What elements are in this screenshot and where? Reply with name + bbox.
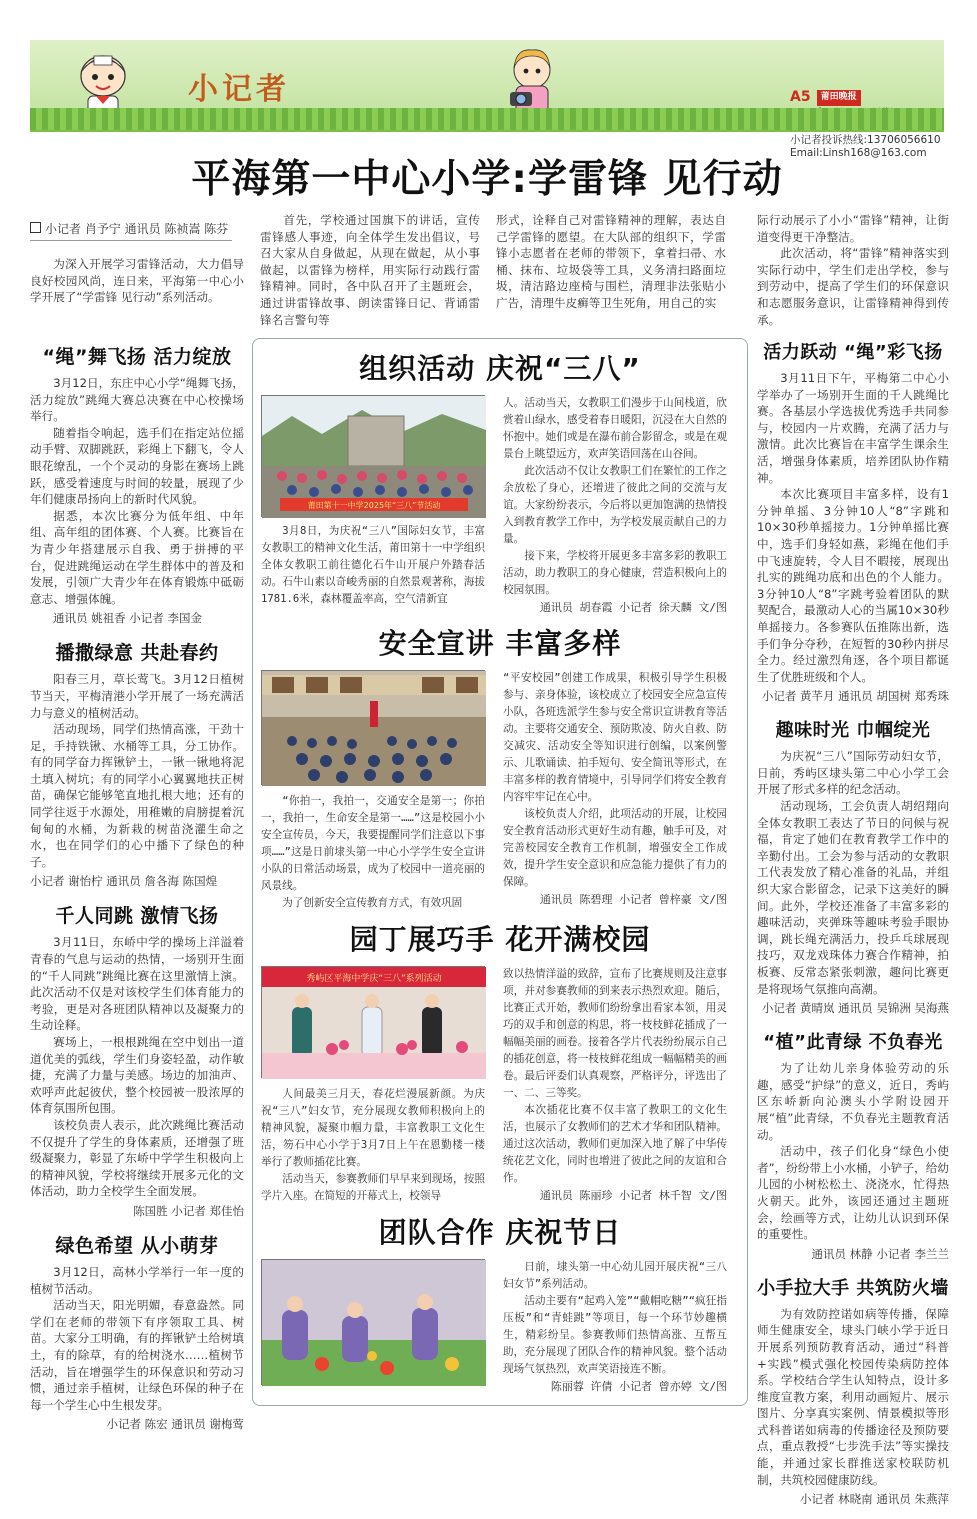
article-title: 趣味时光 巾帼绽光 xyxy=(775,720,931,742)
article-title: 播撒绿意 共赴春约 xyxy=(55,642,219,665)
feature-box xyxy=(252,338,748,1406)
article-title: “植”此青绿 不负春光 xyxy=(763,1032,943,1054)
feature-title: 园丁展巧手 花开满校园 xyxy=(349,923,651,956)
feature-credit: 通讯员 胡春霞 小记者 徐天麟 文/图 xyxy=(539,601,727,614)
article-body: 3月12日，东庄中心小学“绳舞飞扬，活力绽放”跳绳大赛总决赛在中心校操场举行。 随着指令响起，选手们在指定站位摇动手臂、双脚跳跃，彩绳上下翻飞，令人眼花缭乱，一个个灵动的身影在赛场上跳跃，感受着速度与时间的较量，展现了少年们健康昂扬向上的新时代风貌。 据悉，本次比赛分为低年组、中年组、高年组的团体赛、个人赛。比赛旨在为青少年搭建展示自我、勇于拼搏的平台，促进跳绳运动在学生群体中的普及和发展，引领广大青少年在体育锻炼中砥砺意志、增强体魄。 xyxy=(30,376,244,606)
page-headline: 平海第一中心小学:学雷锋 见行动 xyxy=(191,157,783,202)
article-left-3 xyxy=(30,901,244,1219)
byline-divider xyxy=(30,240,232,241)
article-body: 为有效防控诺如病等传播，保障师生健康安全，埭头门峡小学于近日开展系列预防教育活动，通过“科普+实践”模式强化校园传染病防控体系。学校结合学生认知特点，设计多维度宣教方案，利用动画短片、展示图片、分享真实案例、情景模拟等形式科普诺如病毒的传播途径及预防要点，重点教授“七步洗手法”等实操技能，并通过家长群推送家校联防机制，共筑校园健康防线。 xyxy=(757,1306,949,1487)
article-title: 小手拉大手 共筑防火墙 xyxy=(757,1277,949,1299)
article-credit: 通讯员 姚祖香 小记者 李国金 xyxy=(53,611,202,626)
column-logo: 小记者 xyxy=(188,72,290,107)
article-left-1 xyxy=(30,342,244,626)
feature-body-col1: 3月8日，为庆祝“三八”国际妇女节，丰富女教职工的精神文化生活，莆田第十一中学组织全体女教职工前往德化石牛山开展户外踏春活动。石牛山素以奇峻秀丽的自然景观著称，海拔1781.6米，森林覆盖率高，空气清新宜 xyxy=(261,525,485,605)
article-credit: 通讯员 林静 小记者 李兰兰 xyxy=(811,1246,949,1261)
group-photo xyxy=(261,395,485,517)
article-left-2 xyxy=(30,638,244,889)
kindergarten-game-photo xyxy=(261,1259,485,1385)
grass-decoration xyxy=(30,108,944,130)
article-body: 为了让幼儿亲身体验劳动的乐趣，感受“护绿”的意义，近日，秀屿区东峤新向沁澳头小学附设园开展“植”此青绿，不负春光主题教育活动。 活动中，孩子们化身“绿色小使者”，纷纷带上小水桶，小铲子，给幼儿园的小树松松土、浇浇水，忙得热火朝天。此外，该园还通过主题班会，绘画等方式，让幼儿认识到环保的重要性。 xyxy=(757,1061,949,1242)
article-title: 活力跃动 “绳”彩飞扬 xyxy=(763,342,943,363)
feature-title: 安全宣讲 丰富多样 xyxy=(378,627,622,660)
article-credit: 小记者 黄晴岚 通讯员 吴锦洲 吴海燕 xyxy=(761,1001,949,1016)
article-right-3 xyxy=(757,1028,949,1262)
article-body: 为庆祝“三八”国际劳动妇女节，日前，秀屿区埭头第二中心小学工会开展了形式多样的纪念活动。 活动现场，工会负责人胡绍翔向全体女教职工表达了节日的问候与祝福，肯定了她们在教育教学工作中的辛勤付出。工会为参与活动的女教职工代表发放了精心准备的礼品，并组织大家合影留念，记录下这美好的瞬间。此外，学校还准备了丰富多彩的趣味活动，夹弹珠等趣味考验手眼协调，跳长绳充满活力，投乒乓球展现技巧，双龙戏珠体力赛合作精神，拍板赛、反常态紧张刺激，趣问比赛更是将现场气氛推向高潮。 xyxy=(757,749,949,996)
article-left-4 xyxy=(30,1231,244,1432)
lead-col-2: 形式，诠释自己对雷锋精神的理解，表达自己学雷锋的愿望。在大队部的组织下，学雷锋小志愿者在老师的带领下，拿着扫帚、水桶、抹布、垃圾袋等工具，义务清扫路面垃圾，清洁路边座椅与围栏，清理非法张贴小广告，清理牛皮癣等卫生死角，用自己的实 xyxy=(496,213,726,310)
article-right-1 xyxy=(757,338,949,704)
article-body: 3月11日，东峤中学的操场上洋溢着青春的气息与运动的热情，一场别开生面的“千人同跳”跳绳比赛在这里激情上演。此次活动不仅是对该校学生们体育能力的考验，更是对各班团队精神以及凝聚力的生动诠释。 赛场上，一根根跳绳在空中划出一道道优美的弧线，学生们身姿轻盈，动作敏捷，充满了力量与美感。场边的加油声、欢呼声此起彼伏，整个校园被一股浓厚的体育氛围所包围。 该校负责人表示，此次跳绳比赛活动不仅提升了学生的身体素质，还增强了班级凝聚力，彰显了东峤中学学生积极向上的精神风貌，学校将继续开展多元化的文体活动，助力全校学生全面发展。 xyxy=(30,935,244,1199)
email: Email:Linsh168@163.com xyxy=(790,147,927,159)
feature-body-col2: “平安校园”创建工作成果，积极引导学生积极参与、亲身体验，该校成立了校园安全应急宣传小队，各班选派学生参与安全常识宣讲教育等活动。主要将交通安全、预防欺凌、防火自救、防交减灾、活动安全等知识进行创编，以案例警示、儿歌诵读、拍手短句、安全简讯等形式，在丰富多样的教育情境中，引导同学们将安全教育内容牢牢记在心中。 该校负责人介绍，此项活动的开展，让校园安全教育活动形式更好生动有趣，触手可及，对完善校园安全教育工作机制，增强安全工作成效，提升学生安全意识和应急能力提供了有力的保障。 通讯员 陈碧理 小记者 曾梓豪 文/图 xyxy=(503,672,727,906)
feature-credit: 陈丽蓉 许倩 小记者 曾亦婷 文/图 xyxy=(550,1380,727,1393)
masthead-banner xyxy=(30,40,944,159)
paper-name-logo: 莆田晚报 xyxy=(817,90,861,106)
feature-title: 团队合作 庆祝节日 xyxy=(378,1216,622,1249)
safety-talk-photo xyxy=(261,670,485,785)
right-column xyxy=(757,338,949,1519)
flower-arranging-photo xyxy=(261,966,485,1078)
feature-section-2 xyxy=(261,670,739,912)
article-title: “绳”舞飞扬 活力绽放 xyxy=(42,346,232,368)
page-number: A5 xyxy=(790,89,811,105)
feature-body-col1: 人间最美三月天，春花烂漫展新颜。为庆祝“三八”妇女节，充分展现女教师积极向上的精神风貌，凝聚巾帼力量，丰富教职工文化生活，笏石中心小学于3月7日上午在恩勤楼一楼举行了教师插花比赛。 活动当天，参赛教师们早早来到现场，按照学片入座。在简短的开幕式上，校领导 xyxy=(261,1088,485,1202)
hotline: 小记者投诉热线:13706056610 xyxy=(790,133,941,146)
article-credit: 小记者 陈宏 通讯员 谢梅莺 xyxy=(106,1417,244,1432)
feature-section-3 xyxy=(261,966,739,1205)
feature-body-col2: 致以热情洋溢的致辞，宣布了比赛规则及注意事项，并对参赛教师的到来表示热烈欢迎。随后，比赛正式开始，教师们纷纷拿出看家本领，用灵巧的双手和创意的构思，将一枝枝鲜花插成了一幅幅美丽的画卷。接着各学片代表纷纷展示自己的插花创意，将一枝枝鲜花组成一幅幅精美的画卷。最后评委们认真观察，严格评分，评选出了一、二、三等奖。 本次插花比赛不仅丰富了教职工的文化生活，也展示了女教师们的艺术才华和团队精神。通过这次活动，教师们更加深入地了解了中华传统花艺文化，同时也增进了彼此之间的友谊和合作。 通讯员 陈丽珍 小记者 林千智 文/图 xyxy=(503,968,727,1202)
feature-credit: 通讯员 陈碧理 小记者 曾梓豪 文/图 xyxy=(539,893,727,906)
article-body: 3月11日下午，平梅第二中心小学举办了一场别开生面的千人跳绳比赛。各基层小学选拔优秀选手共同参与，校园内一片欢腾，充满了活力与激情。此次比赛旨在丰富学生课余生活，增强身体素质，培养团队协作精神。 本次比赛项目丰富多样，设有1分钟单摇、3分钟10人“8”字跳和10×30秒单摇接力。1分钟单摇比赛中，选手们身轻如燕，彩绳在他们手中飞速旋转，令人目不暇接，展现出扎实的跳绳功底和出色的个人能力。3分钟10人“8”字跳考验着团队的默契配合，最激动人心的当属10×30秒单摇接力。各参赛队伍推陈出新，选手们争分夺秒，在短暂的30秒内拼尽全力。经过激烈角逐，各个项目都诞生了优胜班级和个人。 xyxy=(757,371,949,684)
article-body: 3月12日，高林小学举行一年一度的植树节活动。 活动当天，阳光明媚，春意盎然。同学们在老师的带领下有序领取工具、树苗。大家分工明确，有的挥锹铲土给树填土，有的除草，有的给树浇水……植树节活动，旨在增强学生的环保意识和劳动习惯，通过亲手植树，让绿色环保的种子在每一个学生心中生根发芽。 xyxy=(30,1264,244,1412)
lead-intro: 为深入开展学习雷锋活动，大力倡导良好校园风尚，连日来，平海第一中心小学开展了“学雷锋 见行动”系列活动。 xyxy=(30,257,244,305)
feature-body-col2: 日前，埭头第一中心幼儿园开展庆祝“三八妇女节”系列活动。 活动主要有“起鸡入笼”“戴帽吃糖”“疯狂指压板”和“青蛙跳”等项目，每一个环节妙趣横生，精彩纷呈。参赛教师们热情高涨、互帮互助，充分展现了团队合作的精神风貌。整个活动现场气氛热烈，欢声笑语接连不断。 陈丽蓉 许倩 小记者 曾亦婷 文/图 xyxy=(503,1261,727,1393)
feature-section-4 xyxy=(261,1259,739,1395)
feature-body-col1: “你拍一，我拍一，交通安全是第一；你拍一，我拍一，生命安全是第一……”这是校园小小安全宣传员，今天，我要提醒同学们注意以下事项……”这是日前埭头第一中心小学学生安全宣讲小队的日常活动场景，成为了校园中一道亮丽的风景线。 为了创新安全宣传教育方式，有效巩固 xyxy=(261,795,485,909)
left-column xyxy=(30,342,244,1444)
feature-credit: 通讯员 陈丽珍 小记者 林千智 文/图 xyxy=(539,1189,727,1202)
article-credit: 陈国胜 小记者 郑佳怡 xyxy=(133,1203,244,1218)
article-title: 千人同跳 激情飞扬 xyxy=(55,905,219,928)
photo-banner-text: 秀屿区平海中学庆“三八”系列活动 xyxy=(306,974,442,984)
lead-col-3: 际行动展示了小小“雷锋”精神，让街道变得更干净整洁。 此次活动，将“雷锋”精神落实到实际行动中，学生们走出学校，参与到劳动中，提高了学生们的环保意识和志愿服务意识，让雷锋精神得到传承。 xyxy=(757,213,949,327)
photo-banner-text: 莆田第十一中学2025年“三八”节活动 xyxy=(307,501,441,510)
lead-col-1: 首先，学校通过国旗下的讲话，宣传雷锋感人事迹，向全体学生发出倡议，号召大家从自身做起，从现在做起，从小事做起，以雷锋为榜样，用实际行动践行雷锋精神。同时，各中队召开了主题班会，通过讲雷锋故事、朗读雷锋日记、背诵雷锋名言警句等 xyxy=(260,213,480,327)
feature-body-col2: 人。活动当天，女教职工们漫步于山间栈道，欣赏着山绿水，感受着春日暖阳，沉浸在大自然的怀抱中。她们或是在瀑布前合影留念，或是在观景台上眺望远方，欢声笑语回荡在山谷间。 此次活动不仅让女教职工们在繁忙的工作之余放松了身心，还增进了彼此之间的交流与友谊。大家纷纷表示，今后将以更加饱满的热情投入到教育教学工作中，为学校发展贡献自己的力量。 接下来，学校将开展更多丰富多彩的教职工活动，助力教职工的身心健康，营造积极向上的校园氛围。 通讯员 胡春霞 小记者 徐天麟 文/图 xyxy=(503,397,727,614)
lead-byline: 小记者 肖予宁 通讯员 陈祯嵩 陈芬 xyxy=(30,220,228,237)
article-credit: 小记者 黄芊月 通讯员 胡国树 郑秀珠 xyxy=(761,689,949,704)
article-body: 阳春三月，草长莺飞。3月12日植树节当天，平梅清港小学开展了一场充满活力与意义的植树活动。 活动现场，同学们热情高涨，干劲十足，手持铁锹、水桶等工具，分工协作。有的同学奋力挥锹铲土，一锹一锹地将泥土填入树坑；有的同学小心翼翼地扶正树苗，确保它能够笔直地扎根大地；还有的同学往返于水源处，用稚嫩的肩膀提着沉甸甸的水桶，为新栽的树苗浇灌生命之水，也在同学们的心中播下了绿色的种子。 xyxy=(30,672,244,869)
article-right-2 xyxy=(757,716,949,1016)
article-title: 绿色希望 从小萌芽 xyxy=(55,1234,219,1257)
feature-title: 组织活动 庆祝“三八” xyxy=(359,352,641,385)
article-right-4 xyxy=(757,1274,949,1508)
feature-section-1 xyxy=(261,395,739,616)
article-credit: 小记者 谢怡柠 通讯员 詹各海 陈国煌 xyxy=(30,874,218,889)
article-credit: 小记者 林晓南 通讯员 朱燕萍 xyxy=(800,1492,949,1507)
